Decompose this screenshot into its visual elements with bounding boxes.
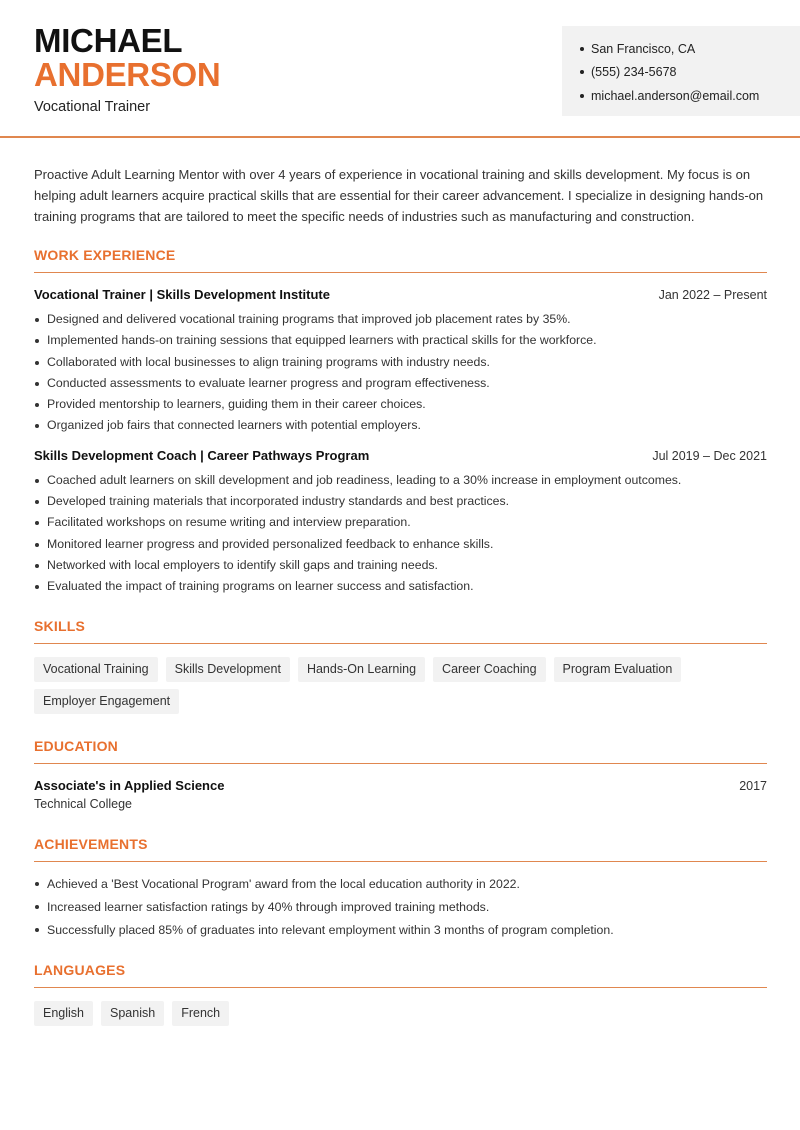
resume-header — [0, 0, 800, 138]
contact-location — [580, 37, 800, 61]
achievements-section — [34, 836, 767, 942]
last-name: ANDERSON — [34, 56, 221, 93]
skill-chip: Employer Engagement — [34, 689, 179, 714]
job-bullets — [34, 470, 767, 598]
phone-text: (555) 234-5678 — [591, 65, 677, 80]
education-section — [34, 738, 767, 811]
list-item: Organized job fairs that connected learners with potential employers. — [34, 415, 767, 436]
language-chip: Spanish — [101, 1001, 164, 1026]
achievements-list — [34, 873, 767, 942]
first-name: MICHAEL — [34, 22, 183, 59]
list-item: Facilitated workshops on resume writing and interview preparation. — [34, 512, 767, 533]
resume-body — [34, 164, 767, 1026]
list-item: Collaborated with local businesses to align training programs with industry needs. — [34, 352, 767, 373]
job-bullets — [34, 309, 767, 437]
job-role: Skills Development Coach | Career Pathways Program — [34, 447, 370, 463]
job-entry — [34, 448, 767, 598]
skill-chip: Program Evaluation — [554, 657, 682, 682]
list-item: Coached adult learners on skill development and job readiness, leading to a 30% increase in employment outcomes. — [34, 470, 767, 491]
section-title-education: EDUCATION — [34, 738, 767, 764]
location-text: San Francisco, CA — [591, 41, 696, 56]
language-chip: French — [172, 1001, 229, 1026]
bullet-icon — [580, 94, 584, 98]
education-degree: Associate's in Applied Science — [34, 777, 225, 793]
list-item: Achieved a 'Best Vocational Program' award from the local education authority in 2022. — [34, 873, 767, 896]
section-title-achievements: ACHIEVEMENTS — [34, 836, 767, 862]
skill-chip: Skills Development — [166, 657, 290, 682]
skill-chip: Hands-On Learning — [298, 657, 425, 682]
list-item: Monitored learner progress and provided personalized feedback to enhance skills. — [34, 534, 767, 555]
list-item: Increased learner satisfaction ratings by 40% through improved training methods. — [34, 896, 767, 919]
list-item: Evaluated the impact of training programs on learner success and satisfaction. — [34, 576, 767, 597]
job-role: Vocational Trainer | Skills Development Institute — [34, 287, 330, 302]
skills-section — [34, 618, 767, 714]
languages-section — [34, 962, 767, 1026]
list-item: Designed and delivered vocational training programs that improved job placement rates by 35%. — [34, 309, 767, 330]
contact-box — [562, 26, 800, 116]
language-chip: English — [34, 1001, 93, 1026]
skills-chips — [34, 657, 767, 714]
skill-chip: Vocational Training — [34, 657, 158, 682]
section-title-languages: LANGUAGES — [34, 962, 767, 988]
bullet-icon — [580, 47, 584, 51]
list-item: Conducted assessments to evaluate learner progress and program effectiveness. — [34, 373, 767, 394]
contact-phone — [580, 61, 800, 85]
list-item: Provided mentorship to learners, guiding them in their career choices. — [34, 394, 767, 415]
list-item: Implemented hands-on training sessions that equipped learners with practical skills for the workforce. — [34, 330, 767, 351]
job-dates: Jul 2019 – Dec 2021 — [652, 448, 767, 463]
section-title-experience: WORK EXPERIENCE — [34, 247, 767, 273]
job-dates: Jan 2022 – Present — [658, 288, 767, 302]
email-text: michael.anderson@email.com — [591, 88, 760, 103]
list-item: Developed training materials that incorporated industry standards and best practices. — [34, 491, 767, 512]
job-title: Vocational Trainer — [34, 99, 151, 115]
education-school: Technical College — [34, 796, 132, 811]
work-experience-section — [34, 247, 767, 598]
section-title-skills: SKILLS — [34, 618, 767, 644]
bullet-icon — [580, 70, 584, 74]
education-year: 2017 — [739, 778, 767, 793]
list-item: Networked with local employers to identify skill gaps and training needs. — [34, 555, 767, 576]
list-item: Successfully placed 85% of graduates into relevant employment within 3 months of program completion. — [34, 919, 767, 942]
job-entry — [34, 287, 767, 437]
skill-chip: Career Coaching — [433, 657, 546, 682]
contact-email — [580, 84, 800, 108]
languages-chips — [34, 1001, 767, 1026]
summary-paragraph: Proactive Adult Learning Mentor with over 4 years of experience in vocational training and skills development. My focus is on helping adult learners acquire practical skills that are essential for their career advancement. I specialize in designing hands-on training programs that are tailored to meet the specific needs of industries such as manufacturing and construction. — [34, 167, 764, 224]
